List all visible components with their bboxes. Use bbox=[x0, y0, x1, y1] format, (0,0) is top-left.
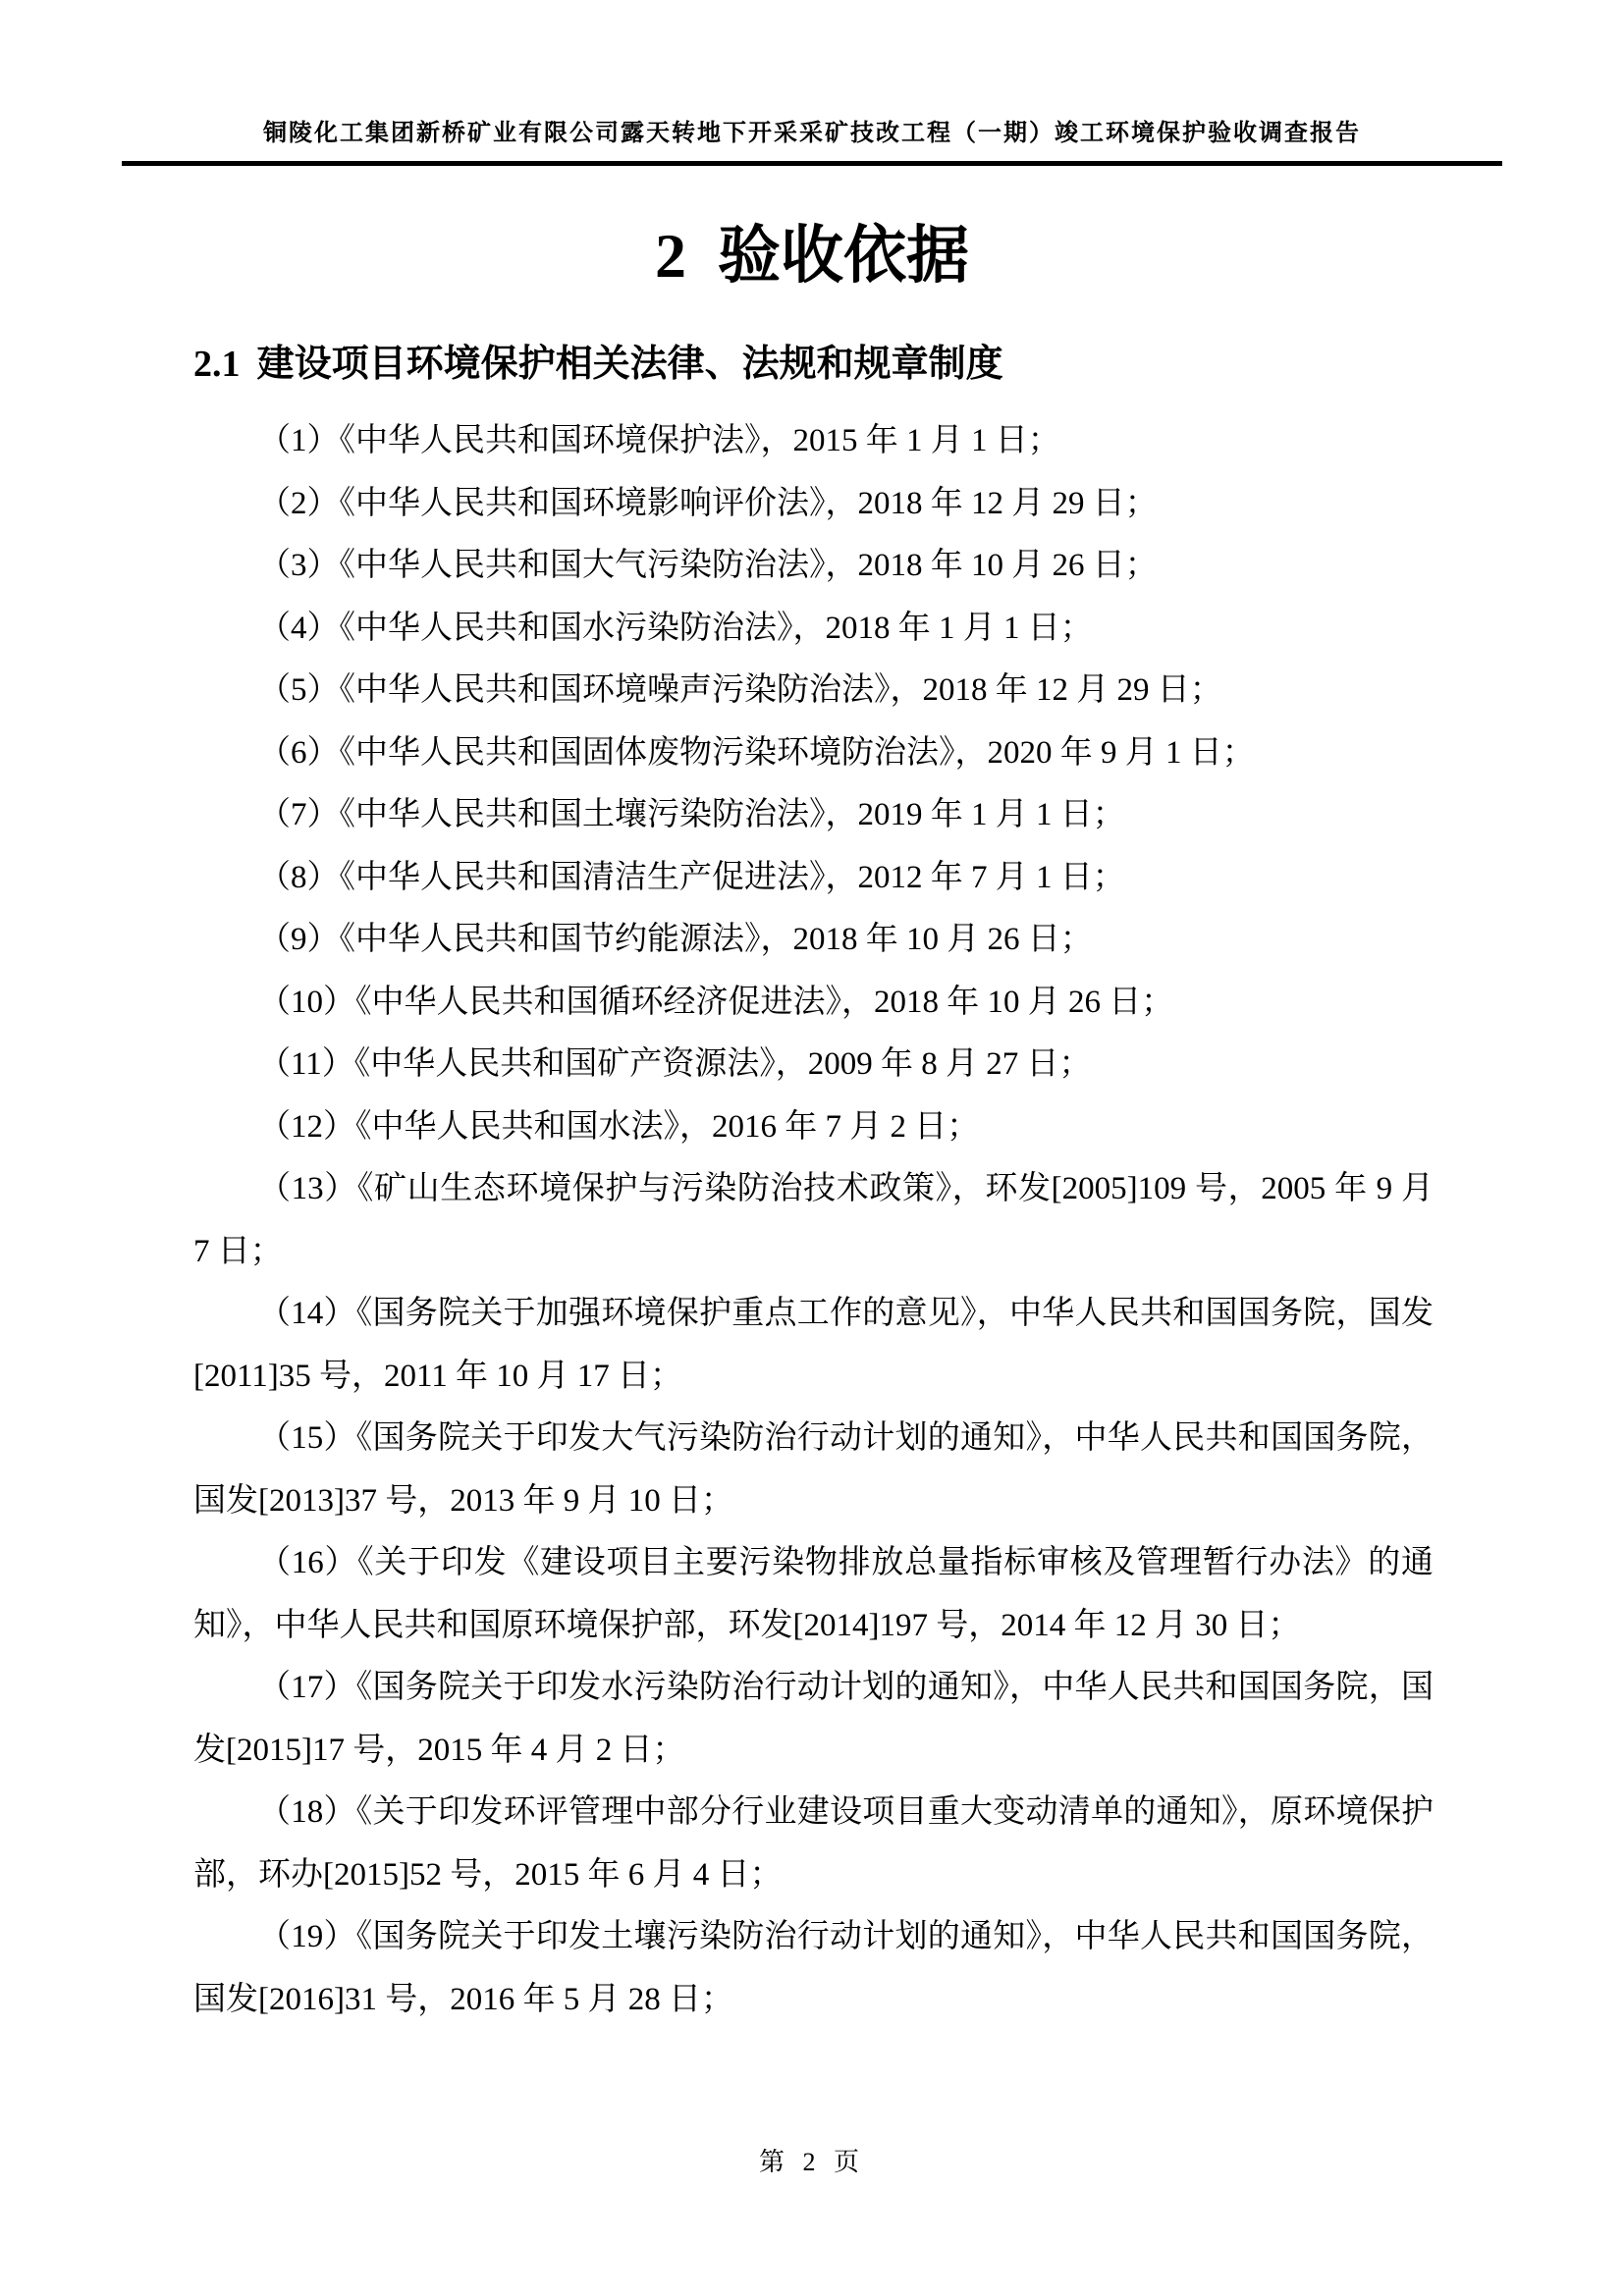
list-item: （11）《中华人民共和国矿产资源法》，2009 年 8 月 27 日； bbox=[258, 1046, 1092, 1082]
list-item: （13）《矿山生态环境保护与污染防治技术政策》，环发[2005]109 号，2005 年 9 月 7 日； bbox=[193, 1171, 1434, 1269]
list-item: （15）《国务院关于印发大气污染防治行动计划的通知》，中华人民共和国国务院，国发[2013]37 号，2013 年 9 月 10 日； bbox=[193, 1420, 1434, 1519]
section-title-text: 建设项目环境保护相关法律、法规和规章制度 bbox=[256, 344, 1003, 385]
list-item: （10）《中华人民共和国循环经济促进法》，2018 年 10 月 26 日； bbox=[258, 984, 1174, 1020]
list-item: （6）《中华人民共和国固体废物污染环境防治法》，2020 年 9 月 1 日； bbox=[258, 734, 1255, 771]
list-item: （7）《中华人民共和国土壤污染防治法》，2019 年 1 月 1 日； bbox=[258, 797, 1125, 832]
chapter-number: 2 bbox=[655, 221, 686, 291]
page-number: 第 2 页 bbox=[758, 2148, 865, 2176]
list-item: （16）《关于印发《建设项目主要污染物排放总量指标审核及管理暂行办法》的通知》，中华人民共和国原环境保护部，环发[2014]197 号，2014 年 12 月 30 日； bbox=[193, 1545, 1434, 1643]
chapter-title-text: 验收依据 bbox=[718, 221, 969, 291]
running-header: 铜陵化工集团新桥矿业有限公司露天转地下开采采矿技改工程（一期）竣工环境保护验收调查报告 bbox=[122, 120, 1502, 166]
list-item: （14）《国务院关于加强环境保护重点工作的意见》，中华人民共和国国务院，国发[2011]35 号，2011 年 10 月 17 日； bbox=[193, 1296, 1434, 1394]
list-item: （8）《中华人民共和国清洁生产促进法》，2012 年 7 月 1 日； bbox=[258, 859, 1125, 895]
chapter-title bbox=[0, 221, 1624, 291]
list-item: （2）《中华人民共和国环境影响评价法》，2018 年 12 月 29 日； bbox=[258, 485, 1158, 521]
section-number: 2.1 bbox=[193, 344, 241, 385]
list-item: （9）《中华人民共和国节约能源法》，2018 年 10 月 26 日； bbox=[258, 922, 1093, 957]
list-item: （1）《中华人民共和国环境保护法》，2015 年 1 月 1 日； bbox=[258, 423, 1060, 458]
list-item: （4）《中华人民共和国水污染防治法》，2018 年 1 月 1 日； bbox=[258, 610, 1093, 646]
section-heading bbox=[193, 344, 1467, 385]
list-item: （18）《关于印发环评管理中部分行业建设项目重大变动清单的通知》，原环境保护部，环办[2015]52 号，2015 年 6 月 4 日； bbox=[193, 1794, 1434, 1893]
list-item: （19）《国务院关于印发土壤污染防治行动计划的通知》，中华人民共和国国务院，国发[2016]31 号，2016 年 5 月 28 日； bbox=[193, 1919, 1434, 2017]
list-item: （3）《中华人民共和国大气污染防治法》，2018 年 10 月 26 日； bbox=[258, 548, 1158, 583]
legal-items-list bbox=[193, 410, 1434, 2031]
list-item: （12）《中华人民共和国水法》，2016 年 7 月 2 日； bbox=[258, 1108, 980, 1145]
list-item: （17）《国务院关于印发水污染防治行动计划的通知》，中华人民共和国国务院，国发[2015]17 号，2015 年 4 月 2 日； bbox=[193, 1670, 1434, 1768]
list-item: （5）《中华人民共和国环境噪声污染防治法》，2018 年 12 月 29 日； bbox=[258, 672, 1222, 708]
